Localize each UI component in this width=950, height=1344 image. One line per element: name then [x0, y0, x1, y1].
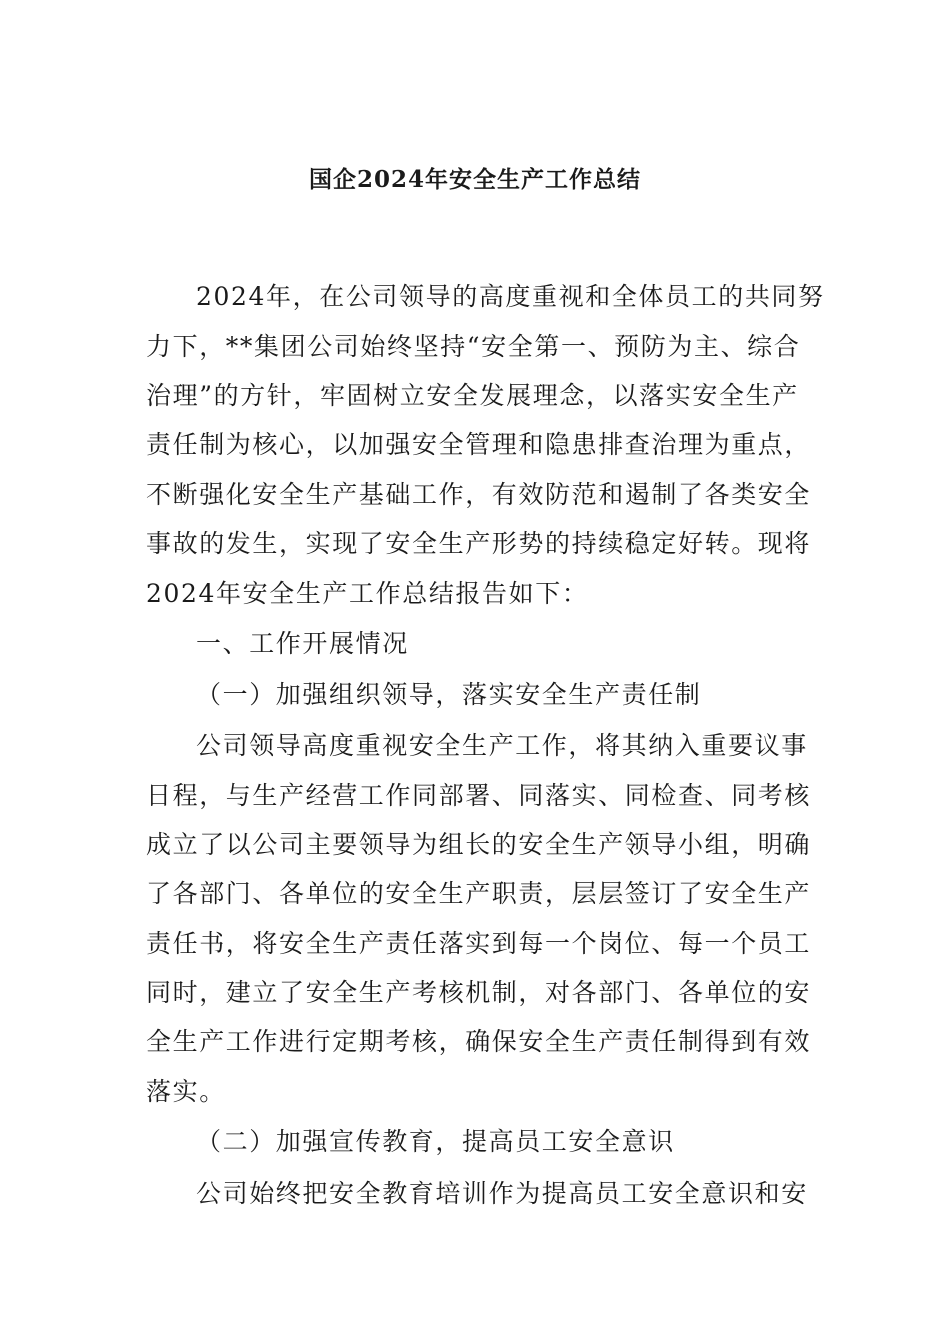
- paragraph-line: 公司始终把安全教育培训作为提高员工安全意识和安: [196, 1179, 808, 1208]
- paragraph-line: 公司领导高度重视安全生产工作，将其纳入重要议事: [196, 731, 808, 760]
- paragraph-line: 事故的发生，实现了安全生产形势的持续稳定好转。现将: [146, 529, 812, 558]
- paragraph-line: 了各部门、各单位的安全生产职责，层层签订了安全生产: [146, 879, 812, 908]
- section-heading: 一、工作开展情况: [196, 629, 409, 658]
- subsection-heading: （一）加强组织领导，落实安全生产责任制: [196, 680, 702, 709]
- document-title: 国企2024年安全生产工作总结: [308, 166, 641, 193]
- paragraph-line: 责任制为核心，以加强安全管理和隐患排查治理为重点，: [146, 430, 812, 459]
- paragraph-line: 力下，**集团公司始终坚持“安全第一、预防为主、综合: [146, 332, 801, 361]
- paragraph-line: 不断强化安全生产基础工作，有效防范和遏制了各类安全: [146, 480, 812, 509]
- paragraph-line: 日程，与生产经营工作同部署、同落实、同检查、同考核: [146, 781, 812, 810]
- paragraph-line: 治理”的方针，牢固树立安全发展理念，以落实安全生产: [146, 381, 799, 410]
- paragraph-line: 2024年安全生产工作总结报告如下：: [146, 579, 589, 608]
- paragraph-line: 责任书，将安全生产责任落实到每一个岗位、每一个员工: [146, 929, 812, 958]
- paragraph-line: 全生产工作进行定期考核，确保安全生产责任制得到有效: [146, 1027, 812, 1056]
- paragraph-line: 同时，建立了安全生产考核机制，对各部门、各单位的安: [146, 978, 812, 1007]
- subsection-heading: （二）加强宣传教育，提高员工安全意识: [196, 1127, 675, 1156]
- paragraph-line: 落实。: [146, 1077, 226, 1106]
- paragraph-line: 成立了以公司主要领导为组长的安全生产领导小组，明确: [146, 830, 812, 859]
- paragraph-line: 2024年，在公司领导的高度重视和全体员工的共同努: [196, 282, 825, 311]
